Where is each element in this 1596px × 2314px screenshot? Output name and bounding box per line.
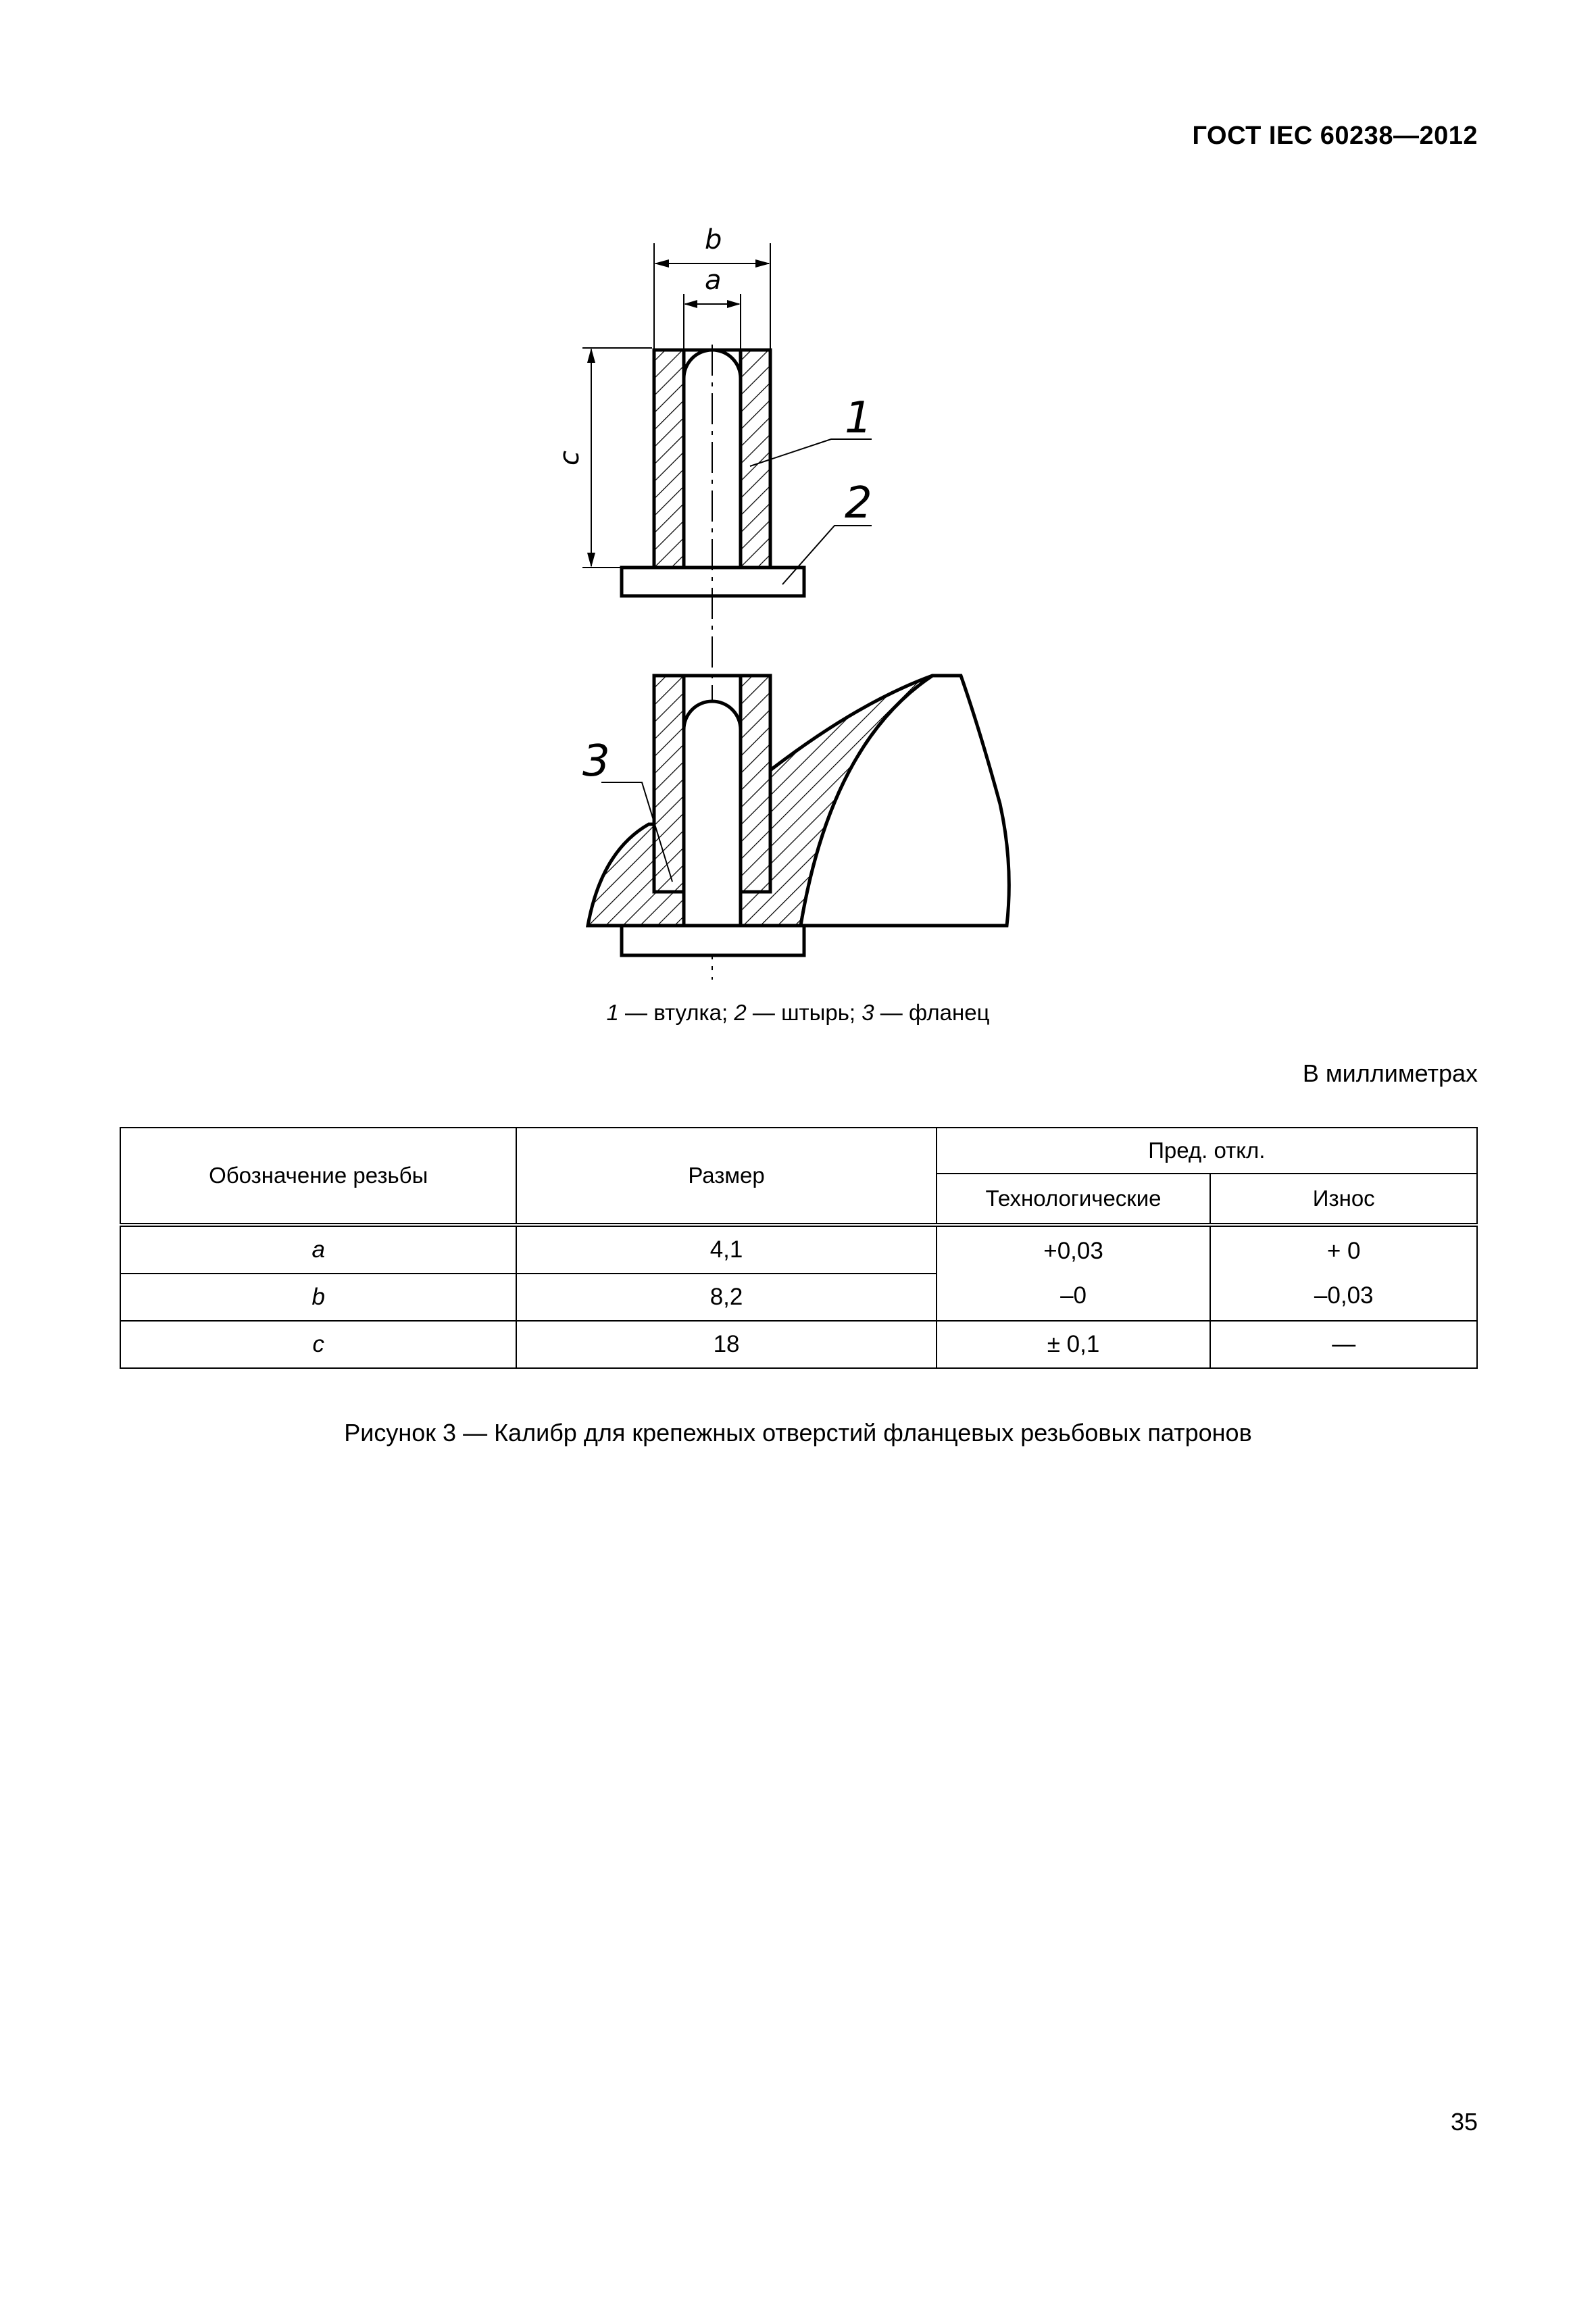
header-wear: Износ (1210, 1174, 1477, 1225)
dimension-a-label: a (705, 265, 722, 296)
standard-designation: ГОСТ IEC 60238—2012 (1192, 122, 1478, 150)
dimension-c-label: c (554, 451, 585, 466)
dimension-b-label: b (705, 224, 722, 255)
table-row (120, 1321, 1477, 1368)
cell-technological: ± 0,1 (937, 1321, 1211, 1368)
figure-legend (0, 1000, 1596, 1026)
position-2-label: 2 (845, 478, 872, 528)
cell-size: 8,2 (516, 1274, 936, 1321)
header-designation: Обозначение резьбы (120, 1128, 516, 1225)
legend-number-2: 2 (734, 1000, 747, 1025)
lower-gauge (588, 676, 1009, 955)
legend-text-3: — фланец (874, 1000, 990, 1025)
page-number: 35 (1450, 2108, 1478, 2136)
dimensions-table (120, 1127, 1478, 1369)
header-size: Размер (516, 1128, 936, 1225)
gauge-figure (541, 216, 1081, 1047)
tech-lower: –0 (1060, 1282, 1087, 1309)
cell-designation: b (120, 1274, 516, 1321)
legend-text-2: — штырь; (746, 1000, 862, 1025)
wear-lower: –0,03 (1314, 1282, 1374, 1309)
tech-upper: +0,03 (1043, 1238, 1103, 1264)
cell-wear-ab (1210, 1225, 1477, 1321)
cell-size: 18 (516, 1321, 936, 1368)
legend-number-3: 3 (862, 1000, 874, 1025)
figure-caption: Рисунок 3 — Калибр для крепежных отверстий фланцевых резьбовых патронов (344, 1419, 1252, 1447)
header-limit-deviation: Пред. откл. (937, 1128, 1477, 1174)
legend-number-1: 1 (606, 1000, 619, 1025)
cell-designation: a (120, 1225, 516, 1274)
cell-designation: c (120, 1321, 516, 1368)
cell-size: 4,1 (516, 1225, 936, 1274)
legend-text-1: — втулка; (618, 1000, 734, 1025)
gauge-drawing (541, 216, 1081, 1047)
units-note: В миллиметрах (1302, 1059, 1478, 1087)
table-row (120, 1225, 1477, 1274)
wear-upper: + 0 (1326, 1238, 1361, 1264)
position-3-label: 3 (582, 736, 610, 786)
cell-wear: — (1210, 1321, 1477, 1368)
header-technological: Технологические (937, 1174, 1211, 1225)
position-1-label: 1 (845, 393, 872, 443)
cell-technological-ab (937, 1225, 1211, 1321)
